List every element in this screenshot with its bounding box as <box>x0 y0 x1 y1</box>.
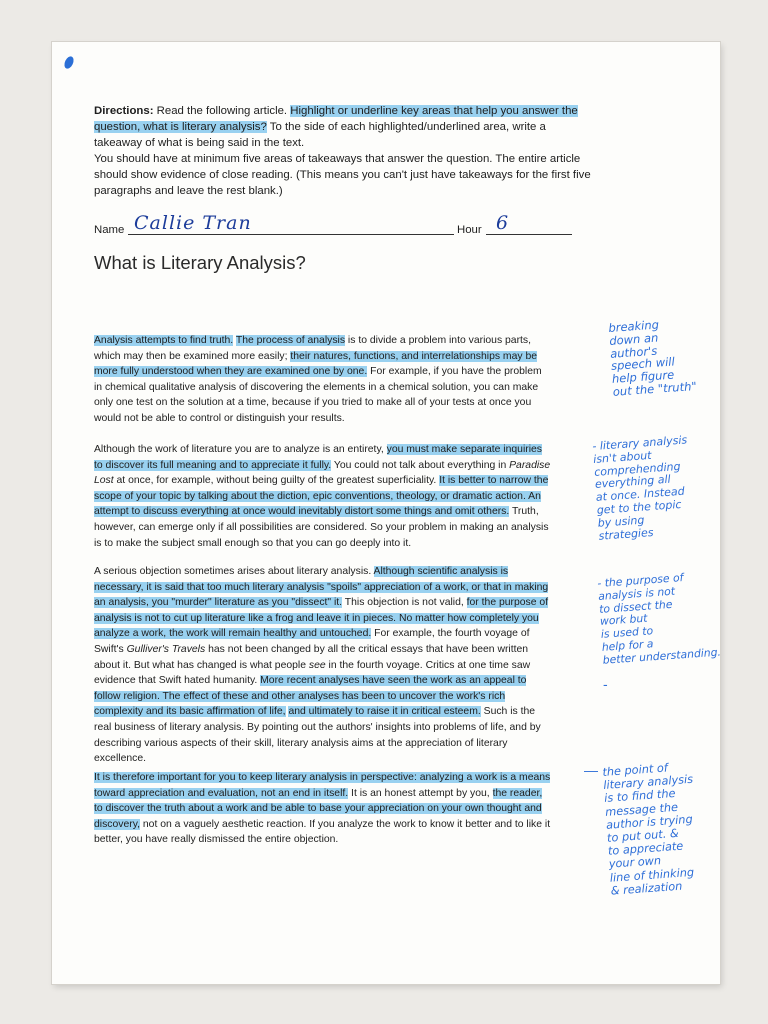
hour-handwriting[interactable]: 6 <box>496 212 510 234</box>
pen-mark <box>63 55 76 70</box>
article-paragraph-4: It is therefore important for you to keep literary analysis in perspective: analyzing a work is a means toward appreciation and evaluation, not an end in itself. It is an honest attempt by you, the reader, to discover the truth about a work and be able to base your appreciation on your own thought and discovery, not on a vaguely aesthetic reaction. If you analyze the work to know it better and to like it better, you have really dismissed the entire objection. <box>94 772 551 846</box>
hour-line <box>486 234 572 235</box>
margin-note-4: the point of literary analysis is to find the message the author is trying to put out. & to appreciate your own line of thinking & realization <box>602 761 695 898</box>
article-paragraph-2: Although the work of literature you are to analyze is an entirety, you must make separate inquiries to discover its full meaning and to appreciate it fully. You could not talk about everything in Paradise Lost at once, for example, without being guilty of the greatest superficiality. It is better to narrow the scope of your topic by talking about the diction, epic conventions, theology, or dramatic action. An attempt to discuss everything at once would inevitably distort some things and omit others. Truth, however, can emerge only if all possibilities are considered. So your problem in making an analysis is to make the subject small enough so that you can go deeply into it. <box>94 444 551 549</box>
margin-note-2: - literary analysis isn't about comprehending everything all at once. Instead get to the topic by using strategies <box>591 433 688 543</box>
highlight: Highlight or underline key areas that help you answer the question, what is literary analysis? <box>94 105 578 133</box>
directions-label: Directions: <box>94 105 154 117</box>
name-line <box>128 234 454 235</box>
name-label: Name <box>94 224 125 236</box>
margin-dash: — <box>584 762 598 778</box>
name-hour-row <box>94 212 574 240</box>
margin-dash: - <box>603 676 608 692</box>
margin-note-3: - the purpose of analysis is not to dissect the work but is used to help for a better understanding. <box>596 570 722 667</box>
margin-note-1: breaking down an author's speech will help figure out the "truth" <box>607 317 698 399</box>
directions-requirements: You should have at minimum five areas of takeaways that answer the question. The entire article should show evidence of close reading. (This means you can't just have takeaways for the first five paragraphs and leave the rest blank.) <box>94 153 591 197</box>
directions-paragraph: Directions: Read the following article. Highlight or underline key areas that help you answer the question, what is literary analysis? To the side of each highlighted/underlined area, write a takeaway of what is being said in the text. <box>94 105 578 149</box>
directions-block <box>94 103 594 199</box>
article-paragraph-3: A serious objection sometimes arises about literary analysis. Although scientific analysis is necessary, it is said that too much literary analysis "spoils" appreciation of a work, or that in making an analysis, you "murder" literature as you "dissect" it. This objection is not valid, for the purpose of analysis is not to cut up literature like a frog and leave it in pieces. No matter how completely you analyze a work, the work will remain healthy and untouched. For example, the fourth voyage of Swift's Gulliver's Travels has not been changed by all the critical essays that have been written about it. But what has changed is what people see in the fourth voyage. Critics at one time saw evidence that Swift hated humanity. More recent analyses have seen the work as an appeal to follow religion. The effect of these and other analyses has been to uncover the work's rich complexity and its basic affirmation of life, and ultimately to raise it in critical esteem. Such is the real business of literary analysis. By pointing out the authors' insights into problems of life, and by describing various aspects of their skill, literary analysis aims at the appreciation of literary excellence. <box>94 566 549 765</box>
article-title: What is Literary Analysis? <box>94 252 306 273</box>
name-handwriting[interactable]: Callie Tran <box>134 212 252 234</box>
article-paragraph-1: Analysis attempts to find truth. The process of analysis is to divide a problem into various parts, which may then be examined more easily; their natures, functions, and interrelationships may be more fully understood when they are examined one by one. For example, if you have the problem in chemical qualitative analysis of discovering the elements in a chemical solution, you can make only one test on the solution at a time, because if you tried to make all of your tests at once you would not be able to control or distinguish your results. <box>94 335 542 424</box>
hour-label: Hour <box>457 224 482 236</box>
